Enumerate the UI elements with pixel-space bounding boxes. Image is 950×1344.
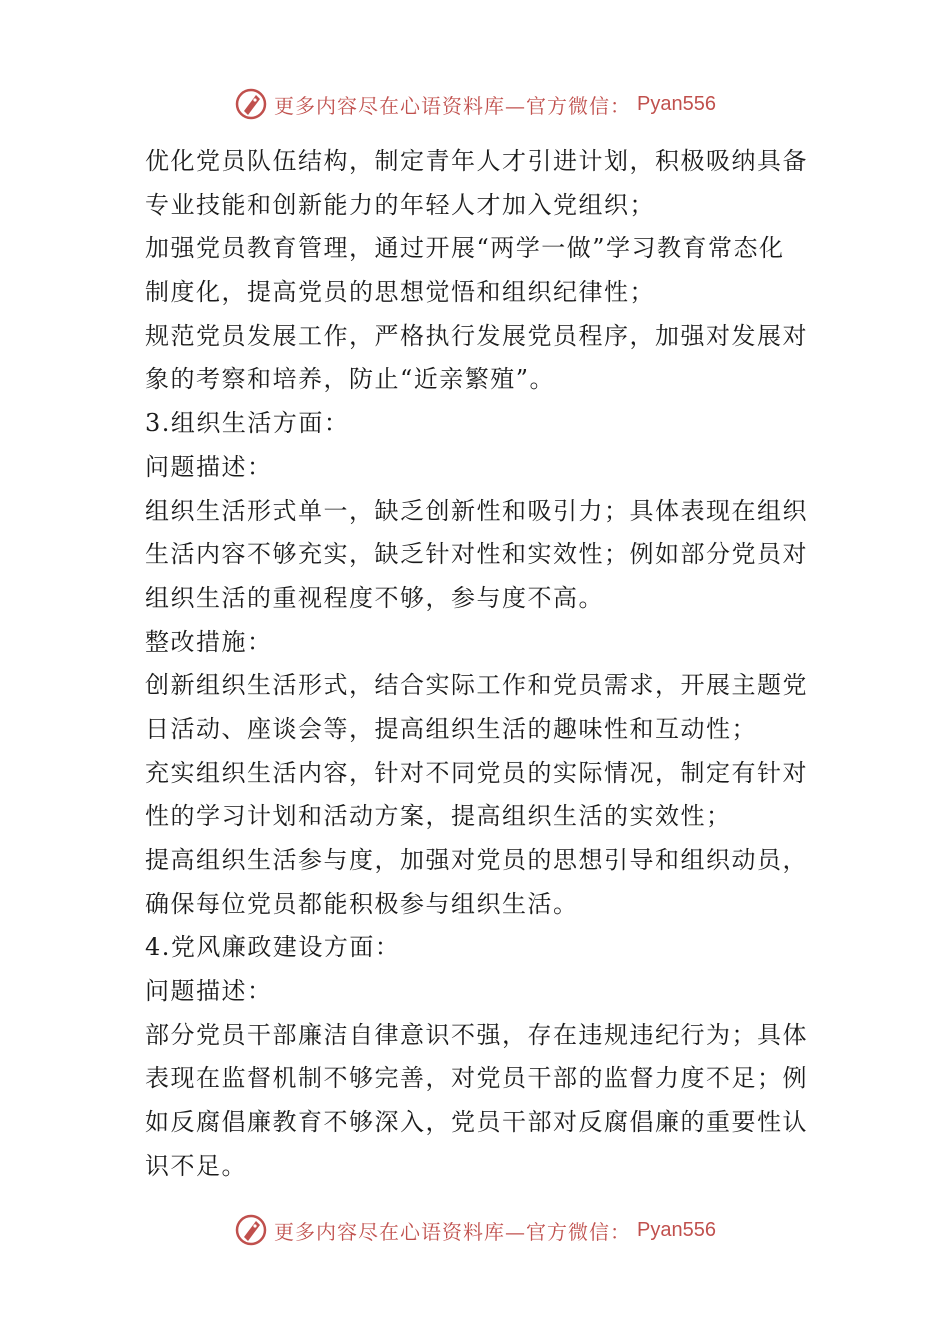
text-line: 确保每位党员都能积极参与组织生活。 [145,889,579,918]
text-line: 性的学习计划和活动方案，提高组织生活的实效性； [145,802,732,831]
pen-nib-logo-icon [234,87,268,121]
pen-nib-logo-icon [234,1213,268,1247]
text-line: 生活内容不够充实，缺乏针对性和实效性；例如部分党员对 [145,540,808,569]
text-line: 如反腐倡廉教育不够深入，党员干部对反腐倡廉的重要性认 [145,1108,808,1137]
watermark-wechat-id: Pyan556 [637,1218,716,1241]
watermark-text: 更多内容尽在心语资料库—官方微信： [274,1219,632,1244]
subheading: 整改措施： [145,627,273,656]
text-line: 制度化，提高党员的思想觉悟和组织纪律性； [145,278,655,307]
text-line: 规范党员发展工作，严格执行发展党员程序，加强对发展对 [145,321,808,350]
section-heading: 4.党风廉政建设方面： [145,933,401,962]
text-line: 部分党员干部廉洁自律意识不强，存在违规违纪行为；具体 [145,1020,808,1049]
text-line: 加强党员教育管理，通过开展“两学一做”学习教育常态化 [145,234,785,263]
text-line: 组织生活的重视程度不够，参与度不高。 [145,583,604,612]
text-line: 识不足。 [145,1151,247,1180]
text-line: 提高组织生活参与度，加强对党员的思想引导和组织动员， [145,846,808,874]
text-line: 创新组织生活形式，结合实际工作和党员需求，开展主题党 [145,671,808,700]
text-line: 表现在监督机制不够完善，对党员干部的监督力度不足；例 [145,1064,808,1093]
header-watermark [0,84,950,124]
document-body [145,140,815,1189]
watermark-text: 更多内容尽在心语资料库—官方微信： [274,93,632,118]
text-line: 专业技能和创新能力的年轻人才加入党组织； [145,190,655,219]
text-line: 象的考察和培养，防止“近亲繁殖”。 [145,365,556,394]
text-line: 组织生活形式单一，缺乏创新性和吸引力；具体表现在组织 [145,496,808,525]
watermark-wechat-id: Pyan556 [637,92,716,115]
subheading: 问题描述： [145,452,273,481]
footer-watermark [0,1210,950,1250]
text-line: 日活动、座谈会等，提高组织生活的趣味性和互动性； [145,714,757,743]
text-line: 充实组织生活内容，针对不同党员的实际情况，制定有针对 [145,758,808,787]
text-line: 优化党员队伍结构，制定青年人才引进计划，积极吸纳具备 [145,147,808,175]
subheading: 问题描述： [145,977,273,1006]
section-heading: 3.组织生活方面： [145,409,350,438]
